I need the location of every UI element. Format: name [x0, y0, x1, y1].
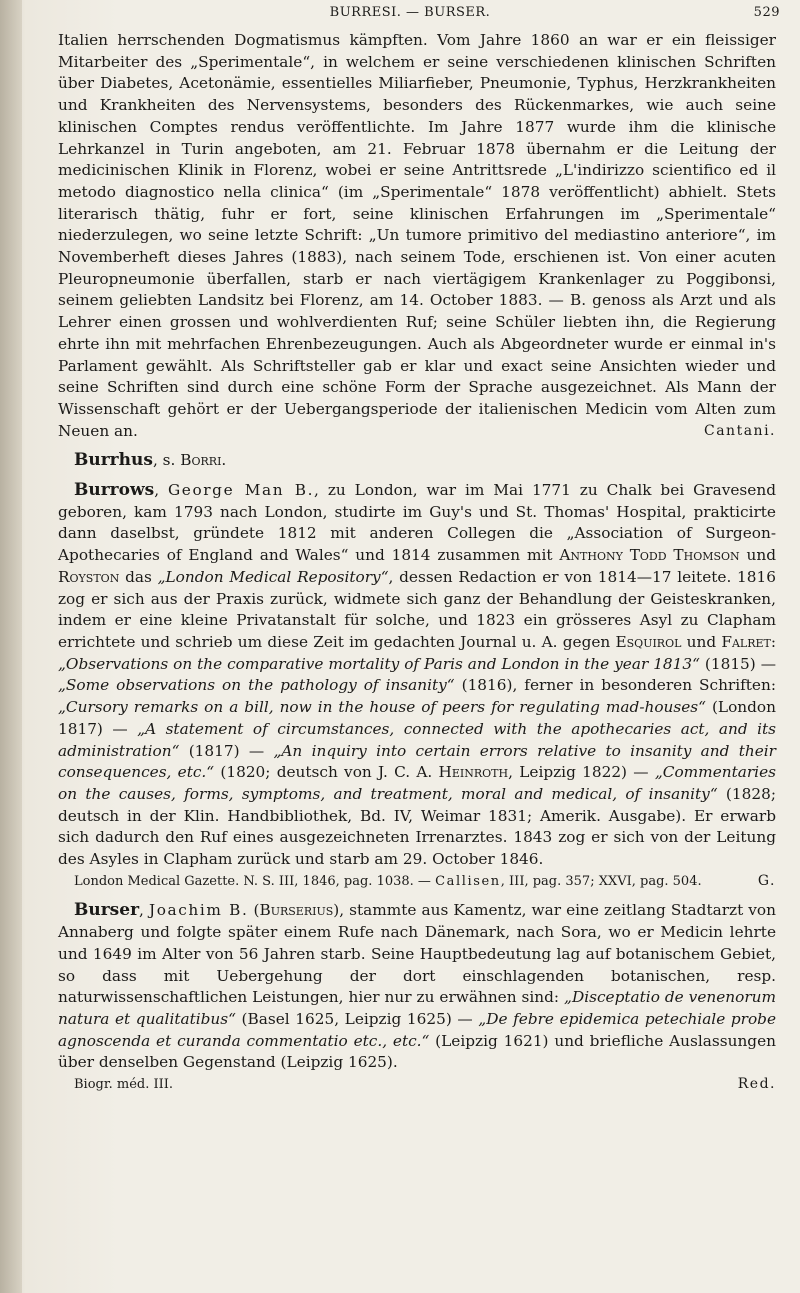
person-name: Falret [721, 632, 771, 651]
work-title: „Some observations on the pathology of insanity“ [58, 676, 455, 695]
person-name: Heinroth [438, 763, 509, 782]
cross-reference-link[interactable]: Borri. [180, 451, 227, 470]
entry-burser: Burser, Joachim B. (Burserius), stammte aus Kamentz, war eine zeitlang Stadtarzt von Annaberg und folgte später einem Rufe nach Dänemark, nach Sora, wo er Medicin lehrte und 1649 im Alter von 56 Jahren starb. Seine Hauptbedeutung lag auf botanischem Gebiet, so dass mit Uebergehung der dort einschlagenden botanischen, resp. naturwissenschaftlichen Leistungen, hier nur zu erwähnen sind: „Disceptatio de venenorum natura et qualitatibus“ (Basel 1625, Leipzig 1625) — „De febre epidemica petechiale probe agnoscenda et curanda commentatio etc., etc.“ (Leipzig 1621) und briefliche Auslassungen über denselben Gegenstand (Leipzig 1625). [58, 900, 777, 1072]
continuation-text: Italien herrschenden Dogmatismus kämpften. Vom Jahre 1860 an war er ein fleissiger Mitarbeiter des „Sperimentale“, in welchem er seine verschiedenen klinischen Schriften über Diabetes, Acetonämie, essentielles Miliarfieber, Pneumonie, Typhus, Herzkrankheiten und Krankheiten des Nervensystems, besonders des Rückenmarkes, wie auch seine klinischen Comptes rendus veröffentlichte. Im Jahre 1877 wurde ihm die klinische Lehrkanzel in Turin angeboten, am 21. Februar 1878 übernahm er die Leitung der medicinischen Klinik in Florenz, wobei er seine Antrittsrede „L'indirizzo scientifico ed il metodo diagnostico nella clinica“ (im „Sperimentale“ 1878 veröffentlicht) abhielt. Stets literarisch thätig, fuhr er fort, seine klinischen Erfahrungen im „Sperimentale“ niederzulegen, wo seine letzte Schrift: „Un tumore primitivo del mediastino anteriore“, im Novemberheft dieses Jahres (1883), nach seinem Tode, erschienen ist. Von einer acuten Pleuropneumonie überfallen, starb er nach viertägigem Krankenlager zu Poggibonsi, seinem geliebten Landsitz bei Florenz, am 14. October 1883. — B. genoss als Arzt und als Lehrer einen grossen und wohlverdienten Ruf; seine Schüler liebten ihn, die Regierung ehrte ihn mit mehrfachen Ehrenbezeugungen. Auch als Abgeordneter wurde er einmal in's Parlament gewählt. Als Schriftsteller gab er klar und exact seine Ansichten wieder und seine Schriften sind durch eine schöne Form der Sprache ausgezeichnet. Als Mann der Wissenschaft gehört er der Uebergangsperiode der italienischen Medicin vom Alten zum Neuen an. [58, 31, 776, 440]
entry-references: London Medical Gazette. N. S. III, 1846, pag. 1038. — Callisen, III, pag. 357; XXVI, pag. 504. G. [58, 871, 776, 893]
given-name: Joachim B. [148, 901, 249, 920]
entry-continuation-paragraph [58, 30, 776, 442]
page-body [58, 30, 776, 1096]
entry-headword: Burser [74, 900, 140, 921]
person-name: Royston [58, 567, 120, 586]
entry-burrhus [58, 450, 776, 472]
book-binding-edge [0, 0, 22, 1293]
work-title: „Commentaries on the causes, forms, symptoms, and treatment, moral and medical, of insanity“ [58, 763, 776, 803]
given-name: George Man B. [167, 481, 315, 500]
running-header [40, 5, 780, 29]
cross-reference-prefix: , s. [152, 451, 181, 470]
running-title: BURRESI. — BURSER. [329, 5, 491, 20]
work-title: „Cursory remarks on a bill, now in the house of peers for regulating mad-houses“ [58, 698, 706, 717]
entry-burrows: Burrows, George Man B., zu London, war im Mai 1771 zu Chalk bei Gravesend geboren, kam 1793 nach London, studirte im Guy's und St. Thomas' Hospital, prakticirte dann daselbst, gründete 1812 mit anderen Collegen die „Association of Surgeon-Apothecaries of England and Wales“ und 1814 zusammen mit Anthony Todd Thomson und Royston das „London Medical Repository“, dessen Redaction er von 1814—17 leitete. 1816 zog er sich aus der Praxis zurück, widmete sich ganz der Behandlung der Geisteskranken, indem er eine kleine Privatanstalt für solche, und 1823 ein grösseres Asyl zu Clapham errichtete und schrieb um diese Zeit im gedachten Journal u. A. gegen Esquirol und Falret: „Observations on the comparative mortality of Paris and London in the year 1813“ (1815) — „Some observations on the pathology of insanity“ (1816), ferner in besonderen Schriften: „Cursory remarks on a bill, now in the house of peers for regulating mad-houses“ (London 1817) — „A statement of circumstances, connected with the apothecaries act, and its administration“ (1817) — „An inquiry into certain errors relative to insanity and their consequences, etc.“ (1820; deutsch von J. C. A. Heinroth, Leipzig 1822) — „Commentaries on the causes, forms, symptoms, and treatment, moral and medical, of insanity“ (1828; deutsch in der Klin. Handbibliothek, Bd. IV, Weimar 1831; Amerik. Ausgabe). Er erwarb sich dadurch den Ruf eines ausgezeichneten Irrenarztes. 1843 zog er sich von der Leitung des Asyles in Clapham zurück und starb am 29. October 1846. [58, 480, 776, 869]
entry-headword: Burrows [74, 480, 155, 501]
page-number: 529 [753, 5, 780, 20]
work-title: „Observations on the comparative mortality of Paris and London in the year 1813“ [58, 654, 700, 673]
latin-name: Burserius [259, 901, 334, 920]
work-title: „Disceptatio de venenorum natura et qualitatibus“ [58, 988, 777, 1028]
work-title: „De febre epidemica petechiale probe agnoscenda et curanda commentatio etc., etc.“ [58, 1009, 777, 1050]
person-name: Esquirol [615, 632, 682, 651]
work-title: „London Medical Repository“ [157, 567, 389, 586]
person-name: Anthony Todd Thomson [559, 546, 740, 565]
entry-headword: Burrhus [74, 450, 153, 471]
author-signature: G. [757, 872, 776, 889]
work-title: „A statement of circumstances, connected with the apothecaries act, and its administration“ [58, 719, 776, 760]
author-signature: Red. [737, 1076, 776, 1093]
reference-author: Callisen [435, 873, 501, 889]
entry-references: Biogr. méd. III. Red. [58, 1074, 776, 1096]
author-signature: Cantani. [704, 422, 776, 439]
work-title: „An inquiry into certain errors relative to insanity and their consequences, etc.“ [58, 741, 776, 782]
